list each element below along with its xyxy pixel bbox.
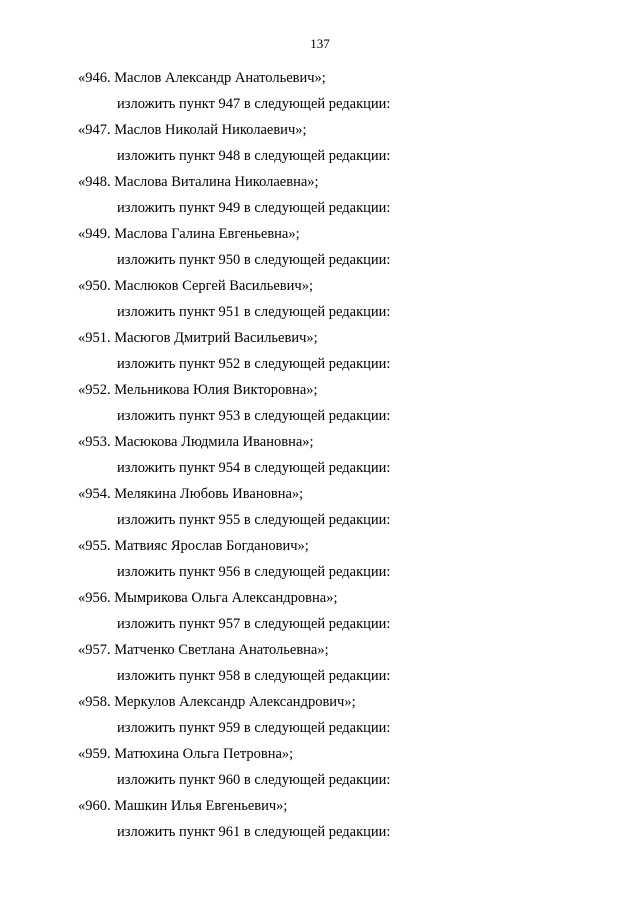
entry-instruction: изложить пункт 953 в следующей редакции: [117,408,391,424]
page-number: 137 [310,36,330,51]
entry-item: «948. Маслова Виталина Николаевна»; [78,174,319,190]
entry-item: «959. Матюхина Ольга Петровна»; [78,746,294,762]
entry-item: «960. Машкин Илья Евгеньевич»; [78,798,288,814]
entry-instruction: изложить пункт 961 в следующей редакции: [117,824,391,840]
entry-item: «949. Маслова Галина Евгеньевна»; [78,226,300,242]
entry-instruction: изложить пункт 958 в следующей редакции: [117,668,391,684]
entry-item: «950. Маслюков Сергей Васильевич»; [78,278,313,294]
entry-item: «951. Масюгов Дмитрий Васильевич»; [78,330,318,346]
entry-instruction: изложить пункт 949 в следующей редакции: [117,200,391,216]
entry-item: «955. Матвияс Ярослав Богданович»; [78,538,309,554]
entry-instruction: изложить пункт 955 в следующей редакции: [117,512,391,528]
entry-instruction: изложить пункт 960 в следующей редакции: [117,772,391,788]
entry-item: «957. Матченко Светлана Анатольевна»; [78,642,329,658]
entry-item: «952. Мельникова Юлия Викторовна»; [78,382,318,398]
entry-instruction: изложить пункт 948 в следующей редакции: [117,148,391,164]
entry-instruction: изложить пункт 957 в следующей редакции: [117,616,391,632]
entry-instruction: изложить пункт 951 в следующей редакции: [117,304,391,320]
entry-instruction: изложить пункт 950 в следующей редакции: [117,252,391,268]
entry-instruction: изложить пункт 952 в следующей редакции: [117,356,391,372]
entry-instruction: изложить пункт 947 в следующей редакции: [117,96,391,112]
entry-item: «947. Маслов Николай Николаевич»; [78,122,307,138]
entry-item: «954. Мелякина Любовь Ивановна»; [78,486,304,502]
entry-item: «956. Мымрикова Ольга Александровна»; [78,590,338,606]
entry-item: «953. Масюкова Людмила Ивановна»; [78,434,314,450]
entry-item: «946. Маслов Александр Анатольевич»; [78,70,326,86]
entry-instruction: изложить пункт 959 в следующей редакции: [117,720,391,736]
entry-instruction: изложить пункт 956 в следующей редакции: [117,564,391,580]
entry-item: «958. Меркулов Александр Александрович»; [78,694,356,710]
entry-instruction: изложить пункт 954 в следующей редакции: [117,460,391,476]
